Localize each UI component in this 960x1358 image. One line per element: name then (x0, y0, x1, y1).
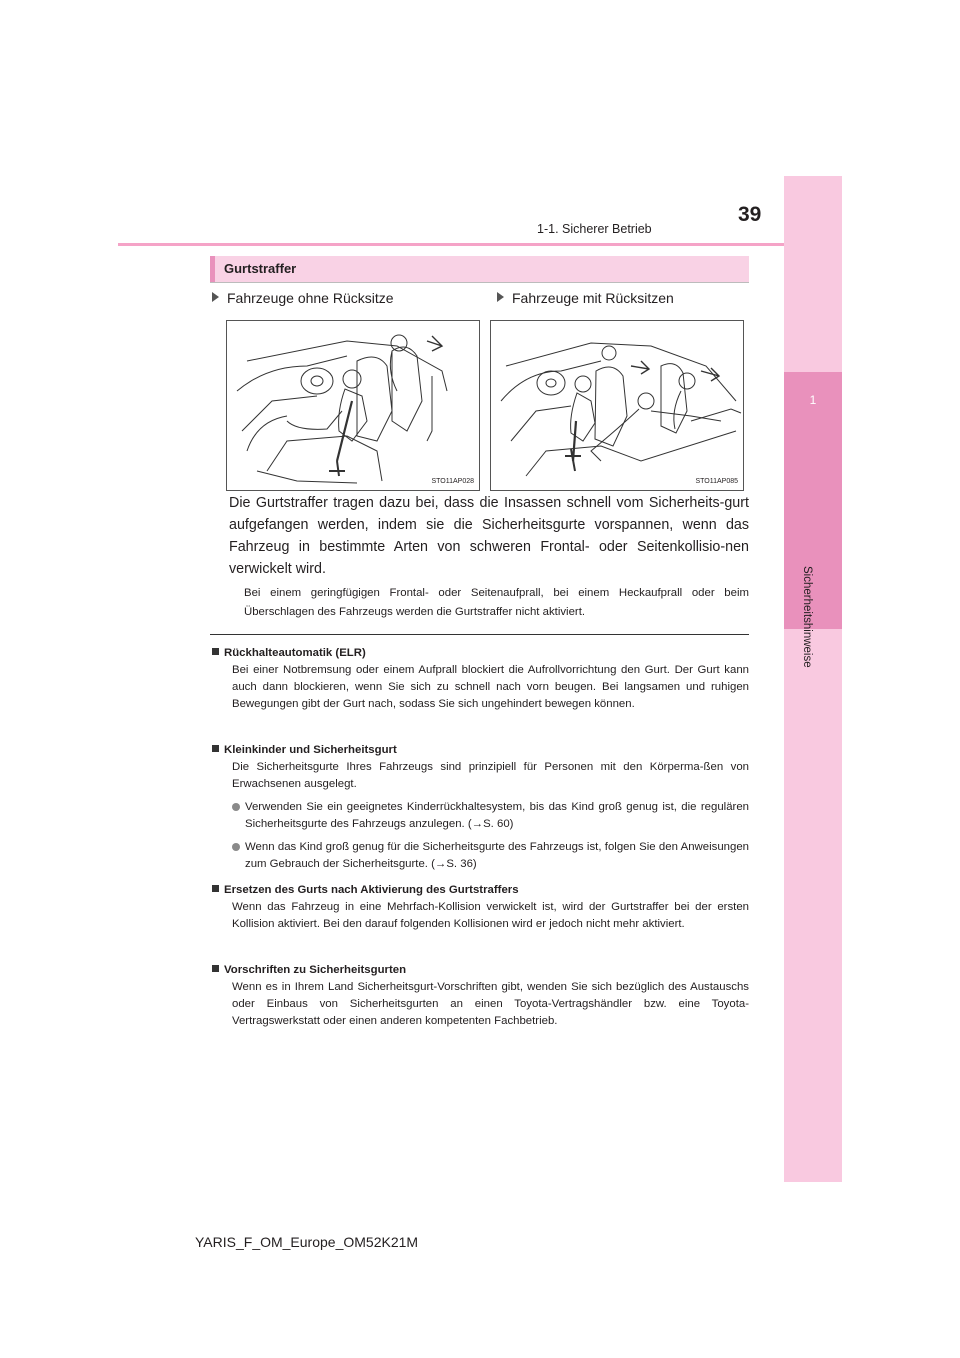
bullet-item (232, 839, 749, 873)
round-bullet-icon (232, 803, 240, 811)
triangle-bullet-icon (212, 292, 219, 302)
section-children (212, 742, 749, 873)
section-elr (212, 645, 749, 713)
section-text: Bei einer Notbremsung oder einem Aufprall blockiert die Aufrollvorrichtung den Gurt. Der Gurt kann auch dann blockieren, wenn Sie sich zu schnell nach vorn beugen. Bei langsamen und ruhigen Bewegungen gibt der Gurt nach, sodass Sie sich ungehindert bewegen können. (232, 664, 749, 710)
section-heading (212, 882, 749, 899)
box-title: Gurtstraffer (224, 261, 297, 276)
figure-code: STO11AP028 (431, 478, 474, 485)
section-heading-text: Kleinkinder und Sicherheitsgurt (224, 744, 397, 756)
side-chapter-highlight (784, 372, 842, 629)
section-text: Wenn das Fahrzeug in eine Mehrfach-Kollision verwickelt ist, wird der Gurtstraffer bei der ersten Kollision aktiviert. Bei den darauf folgenden Kollisionen wird er jedoch nicht mehr aktiviert. (232, 901, 749, 930)
figure-illustration-2 (490, 320, 744, 491)
round-bullet-icon (232, 843, 240, 851)
figure-code: STO11AP085 (695, 478, 738, 485)
section-replacement (212, 882, 749, 933)
section-heading-text: Vorschriften zu Sicherheitsgurten (224, 964, 407, 976)
figure-caption-text: Fahrzeuge ohne Rücksitze (227, 290, 394, 306)
section-heading (212, 645, 749, 662)
section-text: Die Sicherheitsgurte Ihres Fahrzeugs sind prinzipiell für Personen mit den Körperma-ßen von Erwachsenen ausgelegt. (232, 761, 749, 790)
figure-illustration-1 (226, 320, 480, 491)
box-divider (210, 282, 749, 283)
bullet-text: Wenn das Kind groß genug für die Sicherheitsgurte des Fahrzeugs ist, folgen Sie den Anweisungen zum Gebrauch der Sicherheitsgurte. (→S. 36) (245, 841, 749, 870)
square-bullet-icon (212, 965, 219, 972)
square-bullet-icon (212, 885, 219, 892)
figure-caption-2 (497, 290, 674, 306)
section-title: 1-1. Sicherer Betrieb (537, 222, 652, 236)
bullet-item (232, 799, 749, 833)
section-divider (210, 634, 749, 635)
section-text: Wenn es in Ihrem Land Sicherheitsgurt-Vorschriften gibt, wenden Sie sich bezüglich des Austauschs oder Einbaus von Sicherheitsgurten an einen Toyota-Vertragshändler bzw. eine Toyota-Vertragswerkstatt oder einen anderen kompetenten Fachbetrieb. (232, 981, 749, 1027)
note-paragraph: Bei einem geringfügigen Frontal- oder Seitenaufprall, bei einem Heckaufprall oder beim Überschlagen des Fahrzeugs werden die Gurtstraffer nicht aktiviert. (244, 587, 749, 618)
section-heading-text: Ersetzen des Gurts nach Aktivierung des Gurtstraffers (224, 884, 519, 896)
header-divider (118, 243, 784, 246)
bullet-text: Verwenden Sie ein geeignetes Kinderrückhaltesystem, bis das Kind groß genug ist, die regulären Sicherheitsgurte des Fahrzeugs anzulegen. (→S. 60) (245, 801, 749, 830)
footer-doc-id: YARIS_F_OM_Europe_OM52K21M (195, 1234, 419, 1250)
intro-paragraph: Die Gurtstraffer tragen dazu bei, dass die Insassen schnell vom Sicherheits-gurt aufgefangen werden, indem sie die Sicherheitsgurte vorspannen, wenn das Fahrzeug in bestimmte Arten von schweren Frontal- oder Seitenkollisio-nen verwickelt wird. (229, 495, 749, 577)
square-bullet-icon (212, 648, 219, 655)
section-heading (212, 962, 749, 979)
triangle-bullet-icon (497, 292, 504, 302)
section-heading (212, 742, 749, 759)
side-chapter-tab (784, 176, 842, 1182)
chapter-number: 1 (809, 393, 817, 407)
section-heading-text: Rückhalteautomatik (ELR) (224, 647, 366, 659)
square-bullet-icon (212, 745, 219, 752)
figure-caption-text: Fahrzeuge mit Rücksitzen (512, 290, 674, 306)
box-title-bar (210, 256, 749, 282)
section-regulations (212, 962, 749, 1030)
car-interior-illustration (491, 321, 744, 491)
figure-caption-1 (212, 290, 394, 306)
chapter-label: Sicherheitshinweise (801, 566, 813, 668)
page-number: 39 (738, 203, 762, 226)
car-interior-illustration (227, 321, 480, 491)
